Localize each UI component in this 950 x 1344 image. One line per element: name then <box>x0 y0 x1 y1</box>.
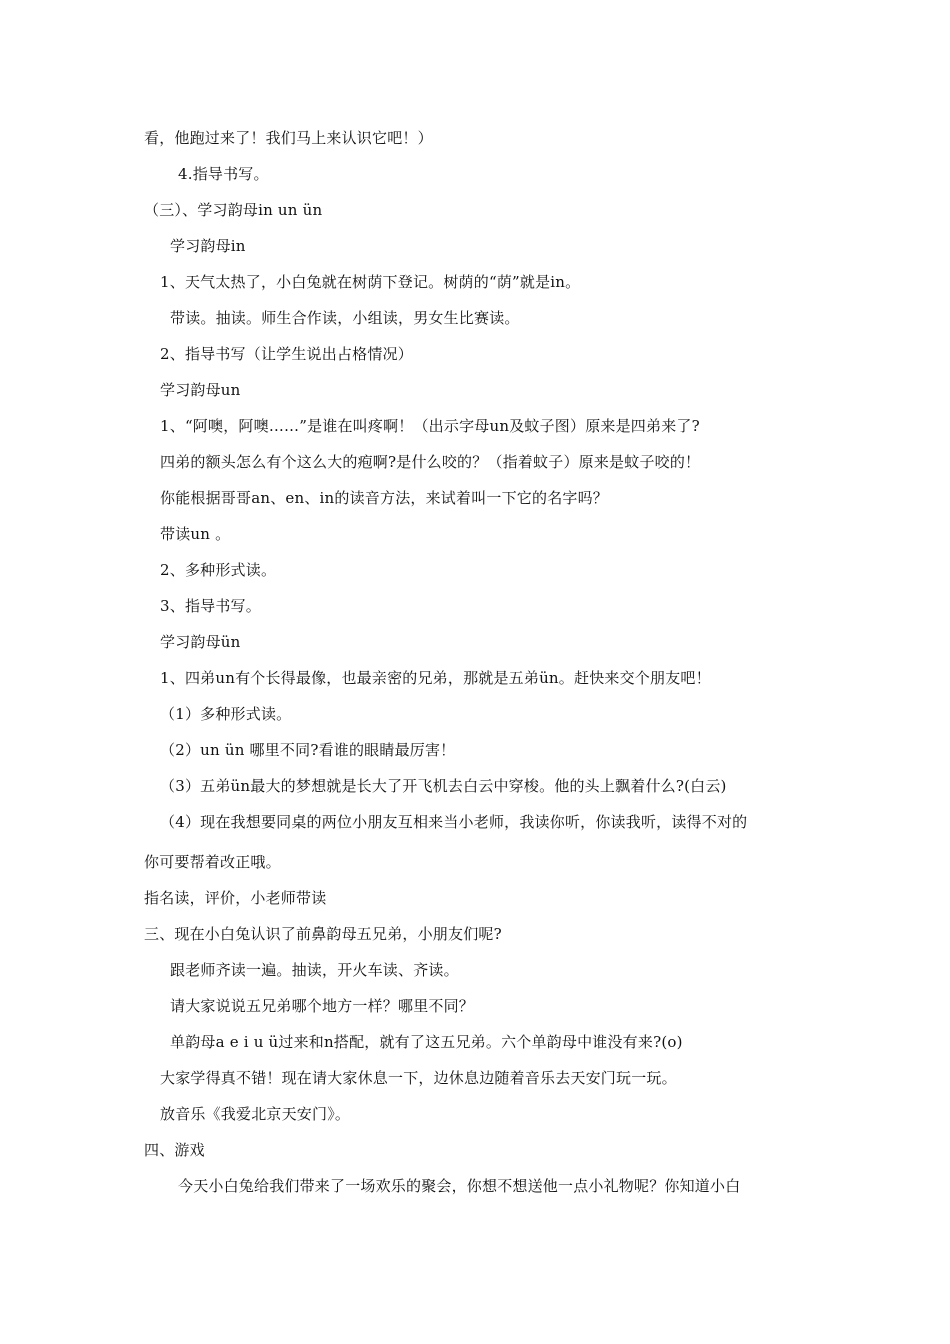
text-line: 四弟的额头怎么有个这么大的疱啊?是什么咬的？（指着蚊子）原来是蚊子咬的！ <box>160 453 701 471</box>
text-line: （4）现在我想要同桌的两位小朋友互相来当小老师，我读你听，你读我听，读得不对的 <box>160 813 748 831</box>
text-line: 单韵母a e i u ü过来和n搭配，就有了这五兄弟。六个单韵母中谁没有来?(o) <box>170 1033 683 1051</box>
section-heading: 三、现在小白兔认识了前鼻韵母五兄弟，小朋友们呢? <box>144 925 502 943</box>
text-line: 跟老师齐读一遍。抽读，开火车读、齐读。 <box>170 961 459 979</box>
text-line: 1、四弟un有个长得最像，也最亲密的兄弟，那就是五弟ün。赶快来交个朋友吧！ <box>160 669 711 687</box>
text-line: 2、多种形式读。 <box>160 561 277 579</box>
text-line: 今天小白兔给我们带来了一场欢乐的聚会，你想不想送他一点小礼物呢？你知道小白 <box>178 1177 741 1195</box>
text-line: （1）多种形式读。 <box>160 705 292 723</box>
text-line: （2）un ün 哪里不同?看谁的眼睛最厉害！ <box>160 741 456 759</box>
text-line: 你可要帮着改正哦。 <box>144 853 281 871</box>
text-line: 请大家说说五兄弟哪个地方一样？哪里不同？ <box>170 997 475 1015</box>
text-line: 带读。抽读。师生合作读，小组读，男女生比赛读。 <box>170 309 520 327</box>
text-line: 带读un 。 <box>160 525 231 543</box>
text-line: 放音乐《我爱北京天安门》。 <box>160 1105 351 1123</box>
text-line: 看，他跑过来了！我们马上来认识它吧！） <box>144 129 433 147</box>
subsection-heading: 学习韵母un <box>160 381 241 399</box>
section-heading: 四、游戏 <box>144 1141 205 1159</box>
text-line: 指名读，评价，小老师带读 <box>144 889 327 907</box>
text-line: 3、指导书写。 <box>160 597 261 615</box>
section-heading: （三）、学习韵母in un ün <box>144 201 323 219</box>
text-line: 大家学得真不错！现在请大家休息一下，边休息边随着音乐去天安门玩一玩。 <box>160 1069 677 1087</box>
text-line: 1、“阿噢，阿噢……”是谁在叫疼啊！（出示字母un及蚊子图）原来是四弟来了? <box>160 417 700 435</box>
text-line: （3）五弟ün最大的梦想就是长大了开飞机去白云中穿梭。他的头上飘着什么?(白云) <box>160 777 727 795</box>
text-line: 1、天气太热了，小白兔就在树荫下登记。树荫的“荫”就是in。 <box>160 273 581 291</box>
text-line: 2、指导书写（让学生说出占格情况） <box>160 345 413 363</box>
text-line: 4.指导书写。 <box>178 165 269 183</box>
subsection-heading: 学习韵母ün <box>160 633 241 651</box>
text-line: 你能根据哥哥an、en、in的读音方法，来试着叫一下它的名字吗？ <box>160 489 609 507</box>
subsection-heading: 学习韵母in <box>170 237 246 255</box>
